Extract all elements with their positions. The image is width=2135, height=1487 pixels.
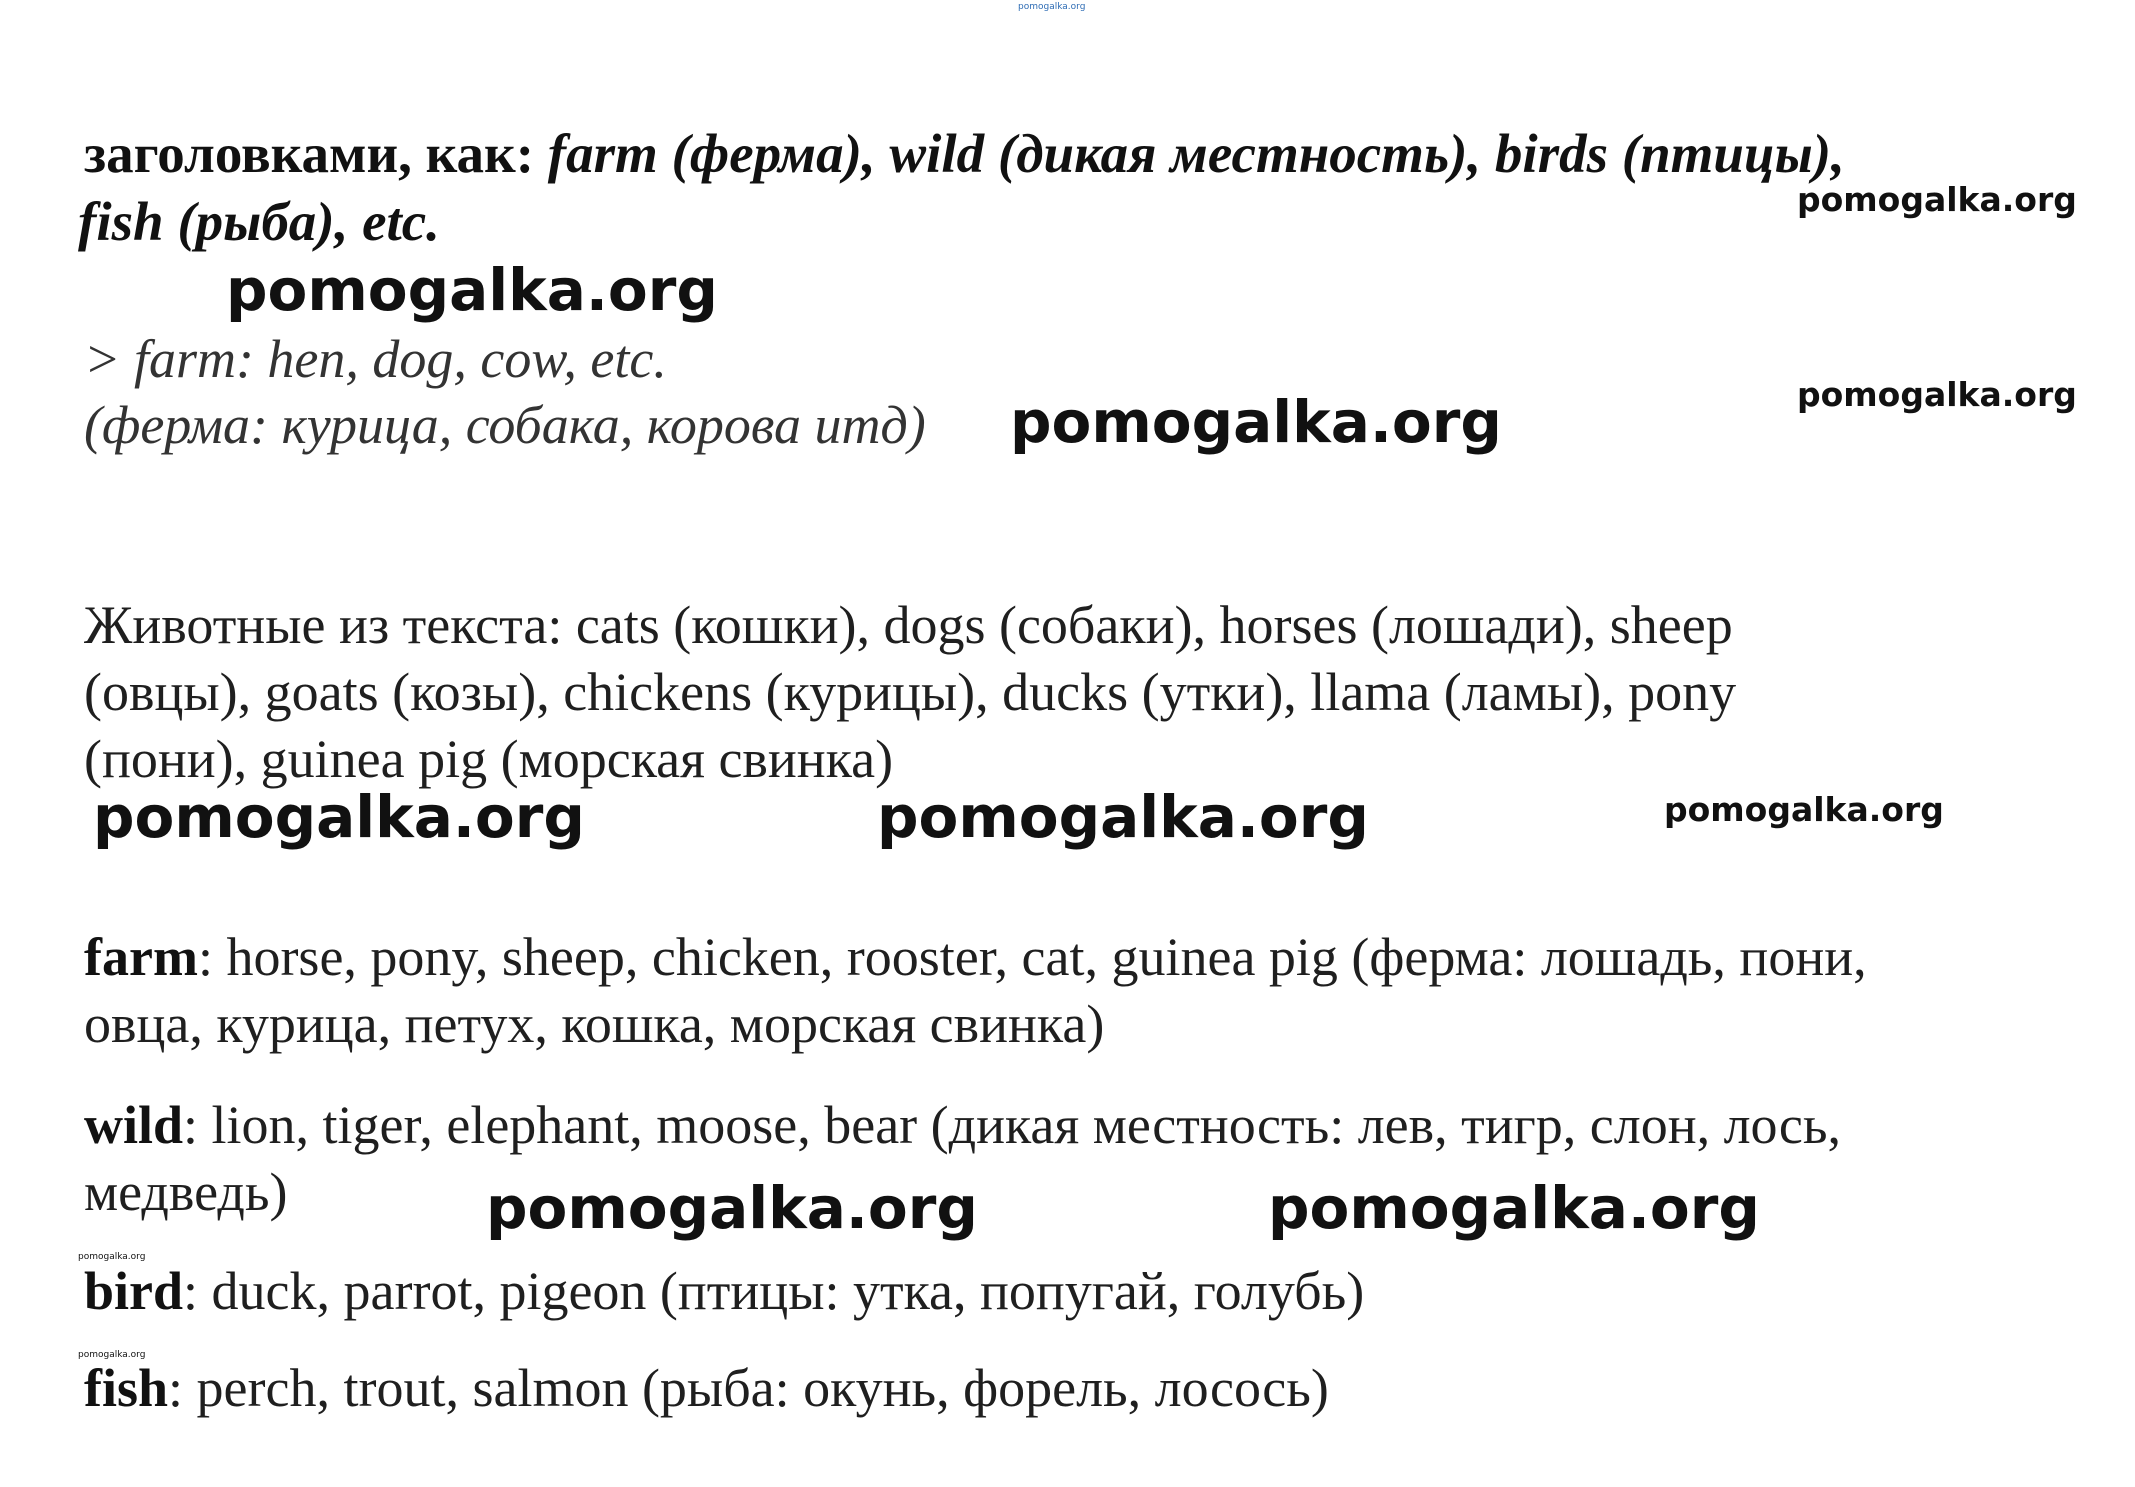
watermark-row-center: pomogalka.org [877, 783, 1369, 851]
watermark-after-heading: pomogalka.org [226, 256, 718, 324]
watermark-wild-left: pomogalka.org [486, 1174, 978, 1242]
category-wild-items: : lion, tiger, elephant, moose, bear (дикая местность: лев, тигр, слон, лось, [183, 1095, 1841, 1155]
example-line1: > farm: hen, dog, cow, etc. [84, 329, 667, 389]
watermark-right-mid: pomogalka.org [1797, 375, 2077, 414]
category-bird-term: bird [84, 1261, 184, 1321]
task-lead: заголовками, как: [84, 123, 548, 184]
category-farm-term: farm [84, 927, 198, 987]
task-categories-line1: farm (ферма), wild (дикая местность), birds (птицы), [547, 123, 1845, 184]
category-fish-items: : perch, trout, salmon (рыба: окунь, форель, лосось) [168, 1358, 1329, 1418]
watermark-after-example: pomogalka.org [1010, 388, 1502, 456]
watermark-header-right: pomogalka.org [1797, 180, 2077, 219]
category-bird-line1 [84, 1258, 1364, 1325]
watermark-wild-right: pomogalka.org [1268, 1174, 1760, 1242]
category-fish-term: fish [84, 1358, 169, 1418]
watermark-tiny-bird: pomogalka.org [78, 1252, 146, 1262]
category-farm-line1 [84, 924, 1867, 991]
task-heading [84, 120, 1845, 188]
watermark-top: pomogalka.org [1018, 2, 1086, 12]
watermark-row-right: pomogalka.org [1664, 790, 1944, 829]
category-wild-term: wild [84, 1095, 184, 1155]
example-line2: (ферма: курица, собака, корова итд) [84, 395, 926, 455]
animals-line3: (пони), guinea pig (морская свинка) [84, 729, 894, 789]
animals-line1: Животные из текста: cats (кошки), dogs (собаки), horses (лошади), sheep [84, 595, 1733, 655]
animals-line2: (овцы), goats (козы), chickens (курицы), ducks (утки), llama (ламы), pony [84, 662, 1737, 722]
category-wild-line2: медведь) [84, 1162, 288, 1222]
category-fish-line1 [84, 1355, 1329, 1422]
category-bird-items: : duck, parrot, pigeon (птицы: утка, попугай, голубь) [183, 1261, 1365, 1321]
watermark-row-left: pomogalka.org [93, 783, 585, 851]
task-categories-line2: fish (рыба), etc. [78, 191, 440, 252]
category-wild-line1 [84, 1092, 1841, 1159]
category-farm-line2: овца, курица, петух, кошка, морская свинка) [84, 994, 1105, 1054]
watermark-tiny-fish: pomogalka.org [78, 1350, 146, 1360]
task-heading-line2 [78, 188, 440, 256]
category-farm-items: : horse, pony, sheep, chicken, rooster, cat, guinea pig (ферма: лошадь, пони, [197, 927, 1867, 987]
